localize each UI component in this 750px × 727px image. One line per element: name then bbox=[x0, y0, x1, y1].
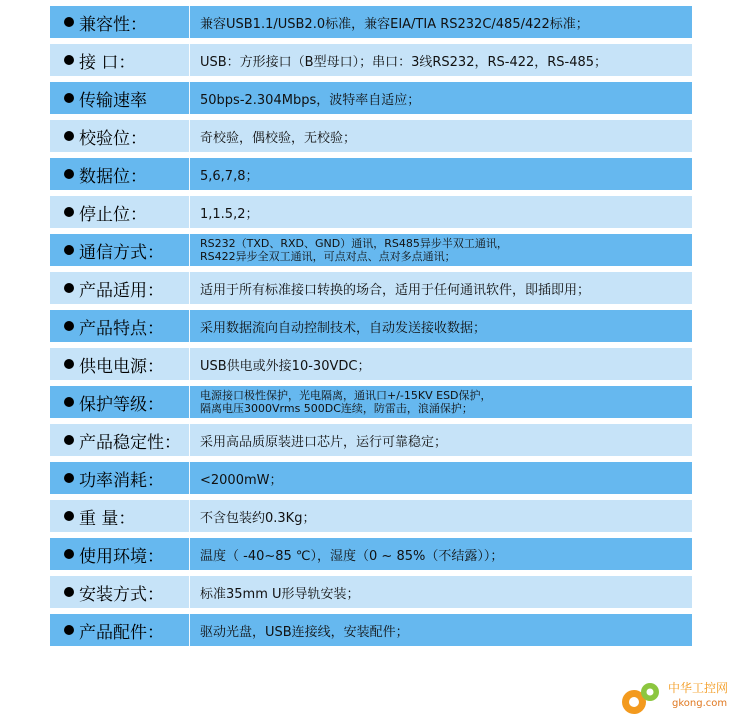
spec-value bbox=[190, 158, 692, 190]
spec-value bbox=[190, 424, 692, 456]
spec-value-line: 5,6,7,8； bbox=[200, 168, 259, 184]
spec-value bbox=[190, 82, 692, 114]
spec-value-line: 采用高品质原装进口芯片，运行可靠稳定； bbox=[200, 434, 448, 450]
gkong-watermark bbox=[612, 672, 744, 722]
spec-label-text: 数据位： bbox=[79, 166, 147, 187]
spec-label bbox=[50, 614, 190, 646]
spec-value-line: 隔离电压3000Vrms 500DC连续，防雷击，浪涌保护； bbox=[200, 402, 473, 415]
spec-value-line: 适用于所有标准接口转换的场合，适用于任何通讯软件，即插即用； bbox=[200, 282, 591, 298]
spec-row bbox=[50, 576, 692, 608]
spec-label bbox=[50, 386, 190, 418]
spec-value bbox=[190, 310, 692, 342]
spec-row bbox=[50, 348, 692, 380]
bullet-icon bbox=[64, 55, 74, 65]
spec-row bbox=[50, 538, 692, 570]
spec-value-line: USB：方形接口（B型母口）；串口：3线RS232，RS-422，RS-485； bbox=[200, 54, 608, 70]
watermark-cn: 中华工控网 bbox=[668, 681, 729, 695]
spec-row bbox=[50, 234, 692, 266]
bullet-icon bbox=[64, 473, 74, 483]
bullet-icon bbox=[64, 321, 74, 331]
spec-label bbox=[50, 6, 190, 38]
spec-value-line: RS422异步全双工通讯，可点对点、点对多点通讯； bbox=[200, 250, 456, 263]
gear-icon bbox=[622, 683, 659, 714]
bullet-icon bbox=[64, 587, 74, 597]
spec-row bbox=[50, 44, 692, 76]
spec-row bbox=[50, 310, 692, 342]
spec-value-line: 温度（ -40~85 ℃），湿度（0 ~ 85%（不结露））； bbox=[200, 548, 504, 564]
bullet-icon bbox=[64, 625, 74, 635]
spec-label-text: 产品稳定性： bbox=[79, 432, 181, 453]
spec-value-line: USB供电或外接10-30VDC； bbox=[200, 358, 371, 374]
spec-row bbox=[50, 120, 692, 152]
spec-label-text: 保护等级： bbox=[79, 394, 164, 415]
spec-value bbox=[190, 348, 692, 380]
spec-label-text: 供电电源： bbox=[79, 356, 164, 377]
spec-label-text: 接 口： bbox=[79, 52, 136, 73]
bullet-icon bbox=[64, 131, 74, 141]
bullet-icon bbox=[64, 549, 74, 559]
spec-row bbox=[50, 82, 692, 114]
spec-label bbox=[50, 120, 190, 152]
spec-value-line: 标准35mm U形导轨安装； bbox=[200, 586, 360, 602]
spec-label-text: 安装方式： bbox=[79, 584, 164, 605]
spec-label-text: 停止位： bbox=[79, 204, 147, 225]
spec-value bbox=[190, 462, 692, 494]
bullet-icon bbox=[64, 245, 74, 255]
spec-label-text: 功率消耗： bbox=[79, 470, 164, 491]
spec-row bbox=[50, 462, 692, 494]
bullet-icon bbox=[64, 17, 74, 27]
spec-value bbox=[190, 386, 692, 418]
spec-label-text: 兼容性： bbox=[79, 14, 147, 35]
bullet-icon bbox=[64, 359, 74, 369]
bullet-icon bbox=[64, 435, 74, 445]
bullet-icon bbox=[64, 93, 74, 103]
spec-value-line: 50bps-2.304Mbps，波特率自适应； bbox=[200, 92, 421, 108]
spec-value-line: 兼容USB1.1/USB2.0标准，兼容EIA/TIA RS232C/485/422标准； bbox=[200, 16, 589, 32]
spec-value bbox=[190, 272, 692, 304]
spec-value bbox=[190, 234, 692, 266]
spec-value bbox=[190, 500, 692, 532]
spec-label-text: 产品配件： bbox=[79, 622, 164, 643]
spec-label-text: 产品适用： bbox=[79, 280, 164, 301]
bullet-icon bbox=[64, 207, 74, 217]
bullet-icon bbox=[64, 397, 74, 407]
spec-label-text: 产品特点： bbox=[79, 318, 164, 339]
spec-row bbox=[50, 272, 692, 304]
spec-value-line: 电源接口极性保护，光电隔离，通讯口+/-15KV ESD保护， bbox=[200, 389, 492, 402]
spec-label-text: 校验位： bbox=[79, 128, 147, 149]
spec-value-line: 1,1.5,2； bbox=[200, 206, 259, 222]
spec-label bbox=[50, 272, 190, 304]
spec-value bbox=[190, 538, 692, 570]
spec-value-line: RS232（TXD、RXD、GND）通讯，RS485异步半双工通讯， bbox=[200, 237, 508, 250]
spec-label-text: 重 量： bbox=[79, 508, 136, 529]
spec-label bbox=[50, 424, 190, 456]
spec-label bbox=[50, 500, 190, 532]
spec-label bbox=[50, 196, 190, 228]
spec-label bbox=[50, 82, 190, 114]
spec-label bbox=[50, 576, 190, 608]
spec-value bbox=[190, 120, 692, 152]
spec-row bbox=[50, 386, 692, 418]
spec-table bbox=[50, 6, 692, 652]
spec-value-line: 采用数据流向自动控制技术，自动发送接收数据； bbox=[200, 320, 487, 336]
spec-row bbox=[50, 196, 692, 228]
spec-row bbox=[50, 6, 692, 38]
spec-value-line: 驱动光盘，USB连接线，安装配件； bbox=[200, 624, 409, 640]
spec-value bbox=[190, 576, 692, 608]
spec-value bbox=[190, 44, 692, 76]
spec-label bbox=[50, 310, 190, 342]
spec-value-line: <2000mW； bbox=[200, 472, 283, 488]
spec-row bbox=[50, 158, 692, 190]
bullet-icon bbox=[64, 283, 74, 293]
spec-row bbox=[50, 424, 692, 456]
spec-value-line: 奇校验，偶校验，无校验； bbox=[200, 130, 357, 146]
spec-label-text: 传输速率 bbox=[79, 90, 147, 111]
bullet-icon bbox=[64, 169, 74, 179]
spec-row bbox=[50, 500, 692, 532]
spec-value bbox=[190, 196, 692, 228]
spec-label bbox=[50, 158, 190, 190]
spec-label-text: 通信方式： bbox=[79, 242, 164, 263]
bullet-icon bbox=[64, 511, 74, 521]
spec-label-text: 使用环境： bbox=[79, 546, 164, 567]
spec-value-line: 不含包装约0.3Kg； bbox=[200, 510, 316, 526]
watermark-url: gkong.com bbox=[672, 698, 728, 709]
spec-label bbox=[50, 44, 190, 76]
spec-label bbox=[50, 538, 190, 570]
spec-value bbox=[190, 614, 692, 646]
spec-row bbox=[50, 614, 692, 646]
spec-label bbox=[50, 462, 190, 494]
spec-value bbox=[190, 6, 692, 38]
spec-label bbox=[50, 234, 190, 266]
spec-label bbox=[50, 348, 190, 380]
